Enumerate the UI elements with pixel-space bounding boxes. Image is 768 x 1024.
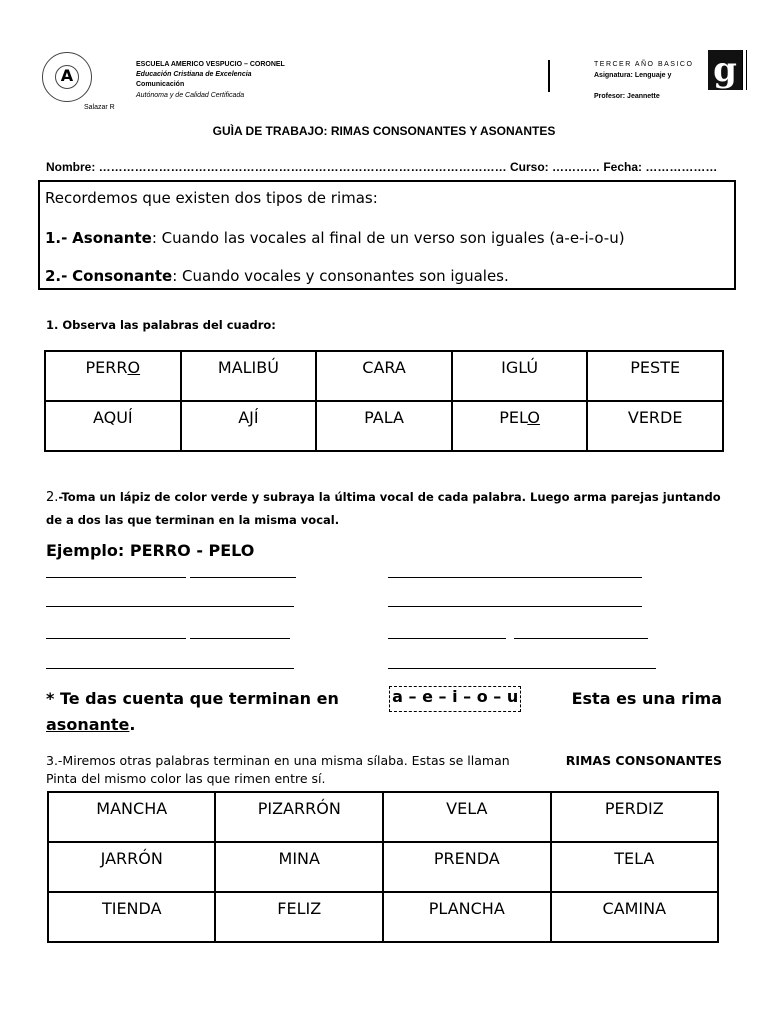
note-text-end: Esta es una rima <box>571 689 722 708</box>
answer-line[interactable] <box>388 638 506 639</box>
question-2 <box>46 486 722 531</box>
page-title: GUÌA DE TRABAJO: RIMAS CONSONANTES Y ASONANTES <box>212 124 556 138</box>
answer-line[interactable] <box>46 606 294 607</box>
school-name: ESCUELA AMERICO VESPUCIO – CORONEL <box>136 61 285 68</box>
table-row <box>48 842 718 892</box>
table-row <box>45 401 723 451</box>
question-2-number: 2. <box>46 490 59 505</box>
header-divider <box>548 60 550 92</box>
note-period: . <box>129 715 136 734</box>
note-text-start: * Te das cuenta que terminan en <box>46 689 339 708</box>
name-course-date-line: Nombre: ………………………………………………………………………………………… Curso: ………… Fecha: ……………… <box>46 160 718 174</box>
example-label: Ejemplo <box>46 541 118 560</box>
words-table-3 <box>47 791 719 943</box>
asonante-note <box>46 686 722 738</box>
question-3 <box>46 752 722 788</box>
word-cell[interactable] <box>587 351 723 401</box>
school-seal-logo: A <box>42 52 92 102</box>
word-cell[interactable] <box>316 401 452 451</box>
item2-term: Consonante <box>72 267 173 285</box>
answer-line[interactable] <box>46 577 186 578</box>
word-text: PALA <box>364 408 404 427</box>
vowels-box: a – e – i – o – u <box>389 686 521 712</box>
school-motto-1: Educación Cristiana de Excelencia <box>136 71 252 78</box>
school-motto-2: Comunicación <box>136 81 185 88</box>
question-1: 1. Observa las palabras del cuadro: <box>46 318 276 332</box>
rhyme-types-box <box>38 180 736 290</box>
table-row <box>48 792 718 842</box>
question-3-bold: RIMAS CONSONANTES <box>565 753 722 768</box>
table-row <box>48 892 718 942</box>
word-cell[interactable]: JARRÓN <box>48 842 215 892</box>
word-text: IGLÚ <box>501 358 539 377</box>
answer-line[interactable] <box>190 577 296 578</box>
grade-label: TERCER AÑO BASICO <box>594 61 694 68</box>
answer-line[interactable] <box>388 577 642 578</box>
word-cell[interactable]: PERDIZ <box>551 792 718 842</box>
answer-line[interactable] <box>190 638 290 639</box>
item1-definition: : Cuando las vocales al final de un verso son iguales (a-e-i-o-u) <box>151 229 625 247</box>
word-cell[interactable] <box>181 401 317 451</box>
example-line <box>46 541 254 560</box>
word-cell[interactable]: MANCHA <box>48 792 215 842</box>
word-cell[interactable] <box>316 351 452 401</box>
professor-label: Profesor: Jeannette <box>594 93 660 100</box>
word-cell[interactable]: CAMINA <box>551 892 718 942</box>
question-3-text: 3.-Miremos otras palabras terminan en una misma sílaba. Estas se llaman <box>46 753 510 768</box>
item2-definition: : Cuando vocales y consonantes son iguales. <box>172 267 509 285</box>
item2-number: 2.- <box>45 267 68 285</box>
question-3-instruction: Pinta del mismo color las que rimen entre sí. <box>46 771 326 786</box>
word-cell[interactable] <box>587 401 723 451</box>
word-cell[interactable]: TIENDA <box>48 892 215 942</box>
intro-line: Recordemos que existen dos tipos de rimas: <box>45 189 378 207</box>
word-cell[interactable] <box>45 401 181 451</box>
answer-line[interactable] <box>388 606 642 607</box>
word-text: AQUÍ <box>92 408 133 427</box>
word-cell[interactable]: PLANCHA <box>383 892 551 942</box>
word-cell[interactable] <box>452 401 588 451</box>
word-text: PERR <box>85 358 128 377</box>
subject-label: Asignatura: Lenguaje y <box>594 72 672 79</box>
word-cell[interactable] <box>45 351 181 401</box>
word-text: PESTE <box>630 358 681 377</box>
school-motto-3: Autónoma y de Calidad Certificada <box>136 92 245 99</box>
word-text: VERDE <box>627 408 683 427</box>
word-text: AJÍ <box>238 408 259 427</box>
answer-line[interactable] <box>46 638 186 639</box>
example-text: : PERRO - PELO <box>117 541 255 560</box>
word-text: CARA <box>362 358 406 377</box>
word-text: PEL <box>499 408 528 427</box>
item1-term: Asonante <box>72 229 152 247</box>
word-cell[interactable]: FELIZ <box>215 892 383 942</box>
words-table-1 <box>44 350 724 452</box>
word-cell[interactable]: PRENDA <box>383 842 551 892</box>
word-cell[interactable]: MINA <box>215 842 383 892</box>
answer-line[interactable] <box>46 668 294 669</box>
item1-number: 1.- <box>45 229 68 247</box>
word-cell[interactable]: PIZARRÓN <box>215 792 383 842</box>
question-2-text: -Toma un lápiz de color verde y subraya la última vocal de cada palabra. Luego arma parejas juntando de a dos las que terminan en la misma vocal. <box>46 490 721 527</box>
consonante-definition <box>45 267 509 285</box>
certification-logo: g <box>708 50 742 90</box>
asonante-word: asonante <box>46 715 130 734</box>
teacher-initial: Salazar R <box>84 104 115 111</box>
table-row <box>45 351 723 401</box>
answer-line[interactable] <box>514 638 648 639</box>
asonante-definition <box>45 229 625 247</box>
underlined-vowel: O <box>127 358 141 377</box>
word-cell[interactable] <box>452 351 588 401</box>
word-cell[interactable] <box>181 351 317 401</box>
certification-logo-strip <box>742 50 747 90</box>
underlined-vowel: O <box>527 408 540 427</box>
word-cell[interactable]: TELA <box>551 842 718 892</box>
answer-line[interactable] <box>388 668 656 669</box>
word-cell[interactable]: VELA <box>383 792 551 842</box>
word-text: MALIBÚ <box>217 358 279 377</box>
